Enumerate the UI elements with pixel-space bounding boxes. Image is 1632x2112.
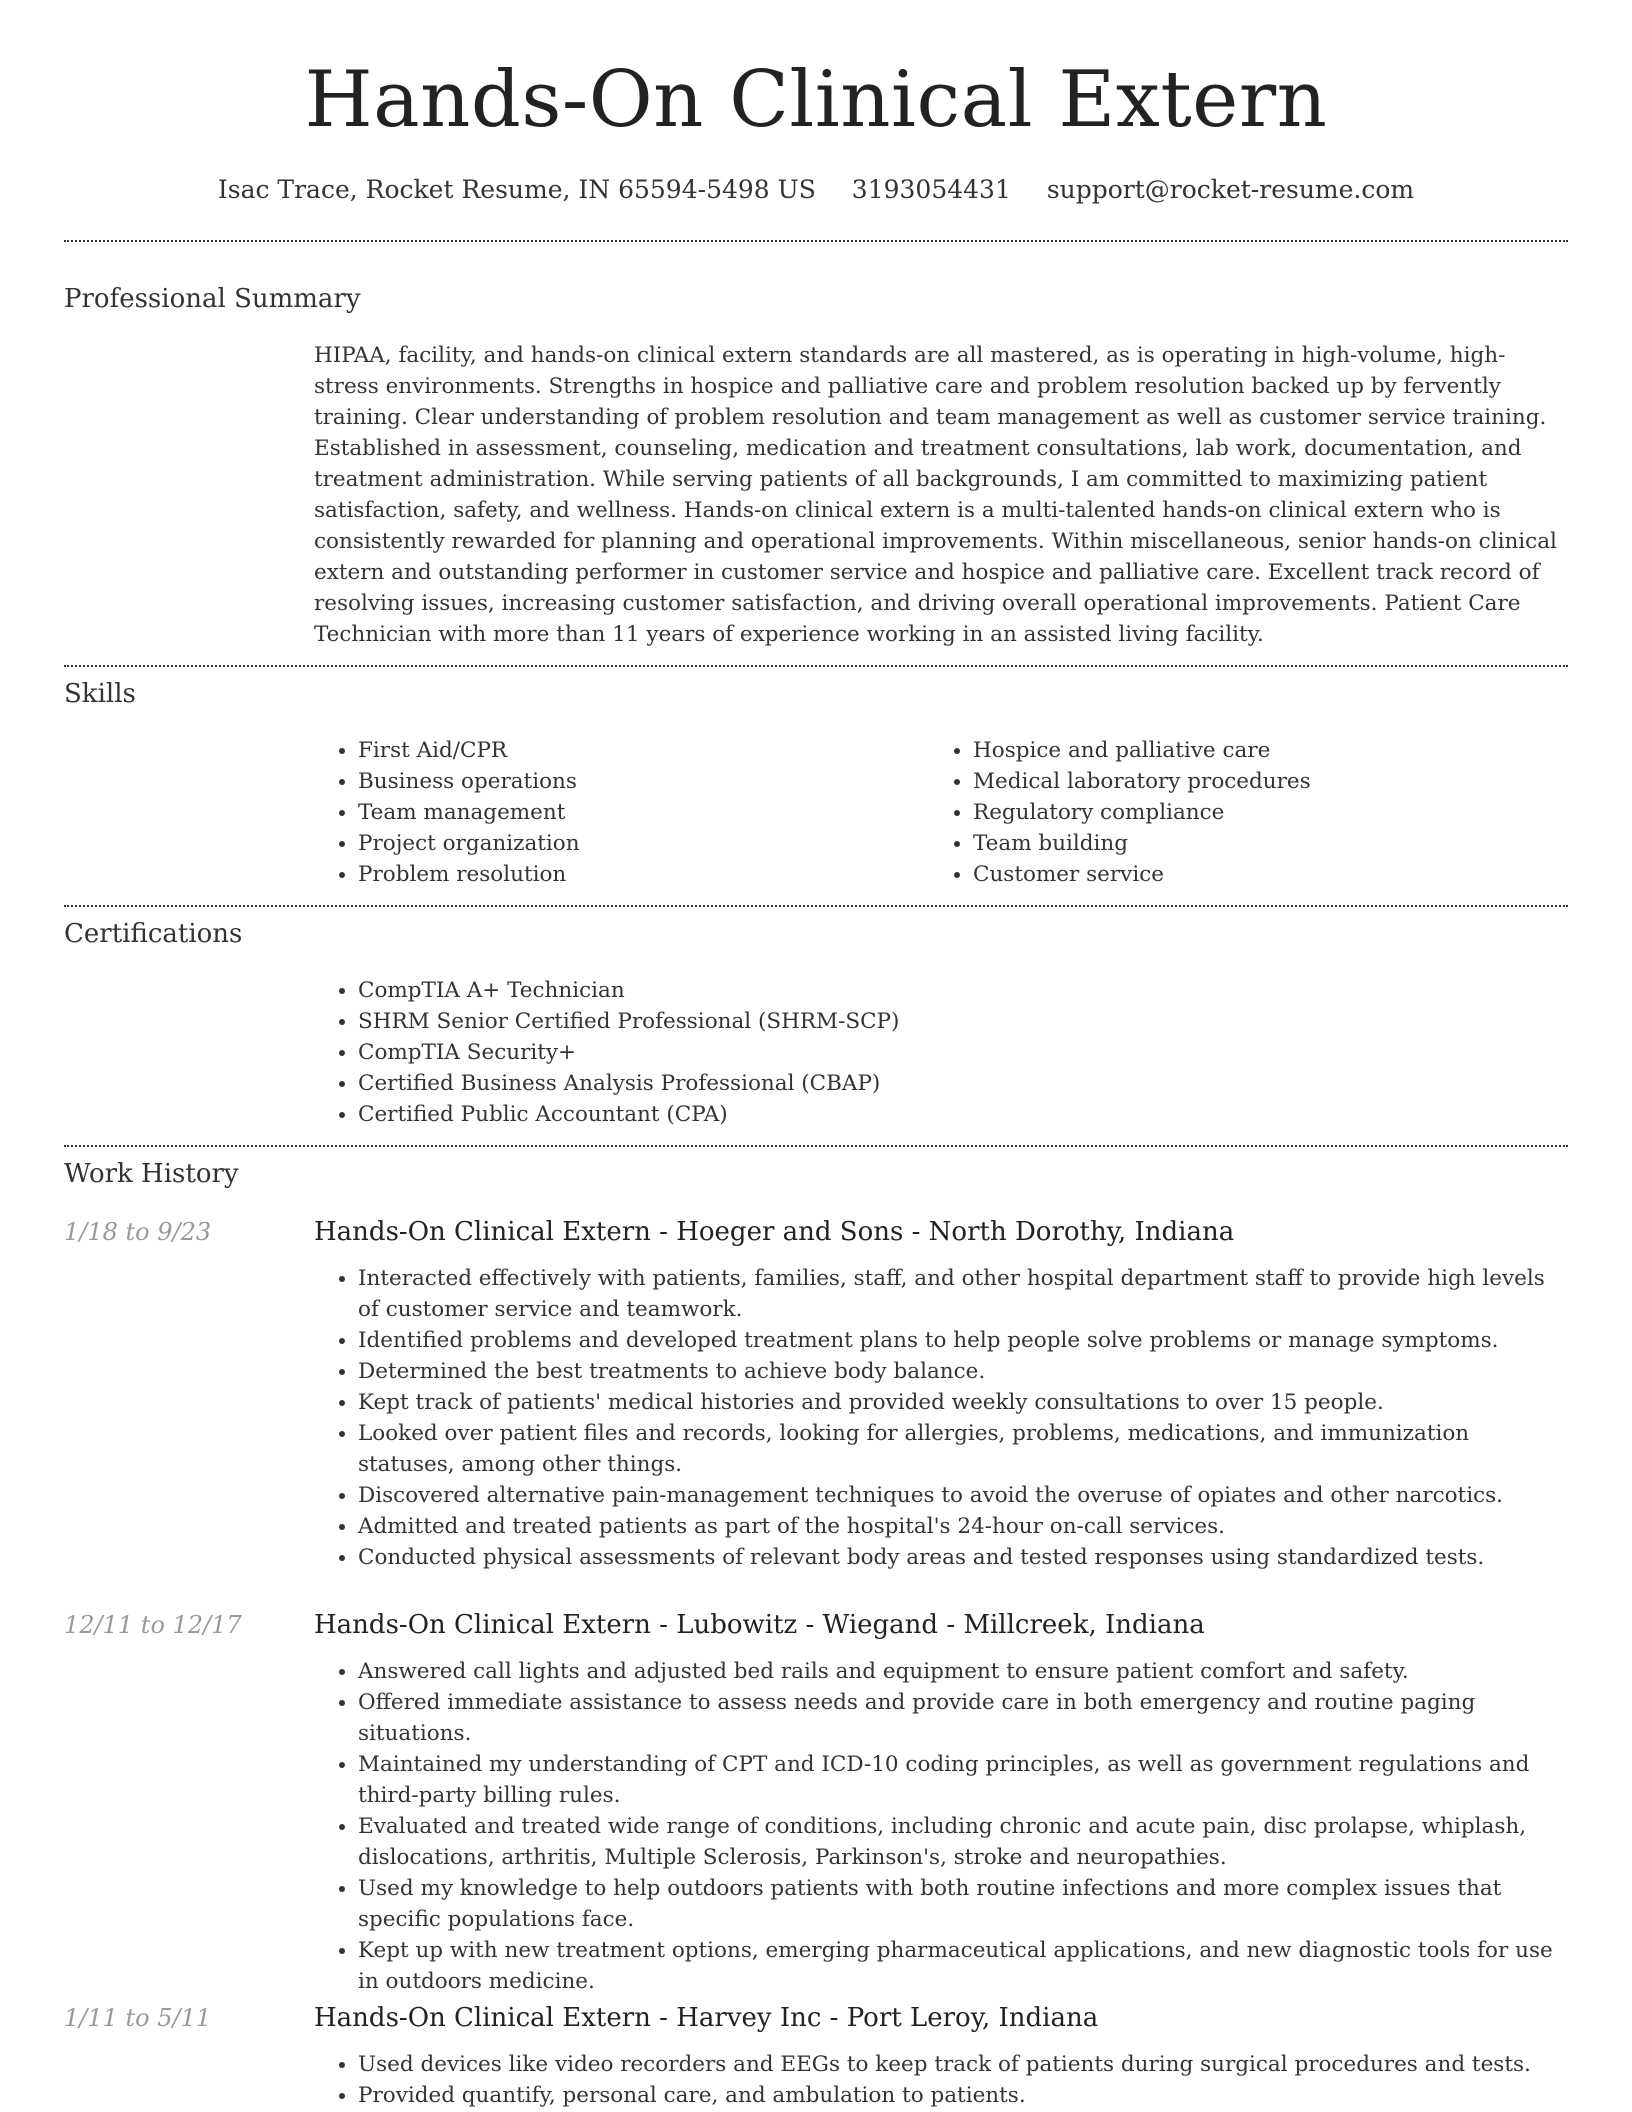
contact-email: support@rocket-resume.com [1046,175,1415,204]
skills-list-left [314,735,929,890]
work-history-section [64,1157,1568,1191]
skill-item: • Team management [358,797,929,828]
job-bullet: • Answered call lights and adjusted bed rails and equipment to ensure patient comfort and safety. [358,1656,1568,1687]
resume-header [0,0,1632,206]
skill-item: • Team building [973,828,1544,859]
job-bullet: • Evaluated and treated wide range of conditions, including chronic and acute pain, disc prolapse, whiplash, dislocations, arthritis, Multiple Sclerosis, Parkinson's, stroke and neuropathies. [358,1811,1568,1873]
contact-phone: 3193054431 [851,175,1011,204]
job-bullet: • Discovered alternative pain-management techniques to avoid the overuse of opiates and other narcotics. [358,1480,1568,1511]
job-heading: Hands-On Clinical Extern - Harvey Inc - Port Leroy, Indiana [314,2003,1099,2033]
skills-section [64,677,1568,887]
summary-section [64,282,1568,647]
section-title-skills: Skills [64,679,136,709]
job-bullets [314,2049,1568,2111]
section-title-work-history: Work History [64,1159,239,1189]
skill-item: • Medical laboratory procedures [973,766,1544,797]
job-bullets [314,1656,1568,1997]
section-title-summary: Professional Summary [64,284,361,314]
job-bullets [314,1263,1568,1573]
certification-item: • Certified Public Accountant (CPA) [358,1099,1568,1130]
job-bullet: • Kept up with new treatment options, emerging pharmaceutical applications, and new diagnostic tools for use in outdoors medicine. [358,1935,1568,1997]
job-bullet: • Identified problems and developed treatment plans to help people solve problems or manage symptoms. [358,1325,1568,1356]
job-bullet: • Interacted effectively with patients, families, staff, and other hospital department staff to provide high levels of customer service and teamwork. [358,1263,1568,1325]
job-bullet: • Looked over patient files and records, looking for allergies, problems, medications, and immunization statuses, among other things. [358,1418,1568,1480]
job-bullet: • Conducted physical assessments of relevant body areas and tested responses using standardized tests. [358,1542,1568,1573]
job-bullet: • Used devices like video recorders and EEGs to keep track of patients during surgical procedures and tests. [358,2049,1568,2080]
job-heading: Hands-On Clinical Extern - Hoeger and Sons - North Dorothy, Indiana [314,1217,1235,1247]
contact-address: Isac Trace, Rocket Resume, IN 65594-5498 US [217,175,816,204]
divider [64,240,1568,242]
skill-item: • Problem resolution [358,859,929,890]
skills-list-right [929,735,1544,890]
divider [64,665,1568,667]
job-bullet: • Admitted and treated patients as part of the hospital's 24-hour on-call services. [358,1511,1568,1542]
certifications-list [314,975,1568,1130]
divider [64,1145,1568,1147]
certifications-section [64,917,1568,1127]
skill-item: • First Aid/CPR [358,735,929,766]
certification-item: • SHRM Senior Certified Professional (SHRM-SCP) [358,1006,1568,1037]
divider [64,905,1568,907]
job-bullet: • Provided quantify, personal care, and ambulation to patients. [358,2080,1568,2111]
section-title-certifications: Certifications [64,919,243,949]
job-bullet: • Offered immediate assistance to assess needs and provide care in both emergency and routine paging situations. [358,1687,1568,1749]
certification-item: • Certified Business Analysis Professional (CBAP) [358,1068,1568,1099]
certification-item: • CompTIA Security+ [358,1037,1568,1068]
job-bullet: • Determined the best treatments to achieve body balance. [358,1356,1568,1387]
candidate-title: Hands-On Clinical Extern [304,55,1328,145]
skill-item: • Regulatory compliance [973,797,1544,828]
summary-text: HIPAA, facility, and hands-on clinical extern standards are all mastered, as is operating in high-volume, high-stress environments. Strengths in hospice and palliative care and problem resolution backed up by fervently training. Clear understanding of problem resolution and team management as well as customer service training. Established in assessment, counseling, medication and treatment consultations, lab work, documentation, and treatment administration. While serving patients of all backgrounds, I am committed to maximizing patient satisfaction, safety, and wellness. Hands-on clinical extern is a multi-talented hands-on clinical extern who is consistently rewarded for planning and operational improvements. Within miscellaneous, senior hands-on clinical extern and outstanding performer in customer service and hospice and palliative care. Excellent track record of resolving issues, increasing customer satisfaction, and driving overall operational improvements. Patient Care Technician with more than 11 years of experience working in an assisted living facility. [314,343,1557,647]
job-dates: 12/11 to 12/17 [64,1611,242,1639]
certification-item: • CompTIA A+ Technician [358,975,1568,1006]
skill-item: • Hospice and palliative care [973,735,1544,766]
skill-item: • Customer service [973,859,1544,890]
skills-grid [314,735,1568,890]
job-dates: 1/11 to 5/11 [64,2004,212,2032]
job-bullet: • Used my knowledge to help outdoors patients with both routine infections and more complex issues that specific populations face. [358,1873,1568,1935]
skill-item: • Project organization [358,828,929,859]
job-bullet: • Kept track of patients' medical histories and provided weekly consultations to over 15 people. [358,1387,1568,1418]
job-bullet: • Maintained my understanding of CPT and ICD-10 coding principles, as well as government regulations and third-party billing rules. [358,1749,1568,1811]
skill-item: • Business operations [358,766,929,797]
contact-line [0,174,1632,206]
job-dates: 1/18 to 9/23 [64,1218,212,1246]
job-heading: Hands-On Clinical Extern - Lubowitz - Wiegand - Millcreek, Indiana [314,1610,1205,1640]
